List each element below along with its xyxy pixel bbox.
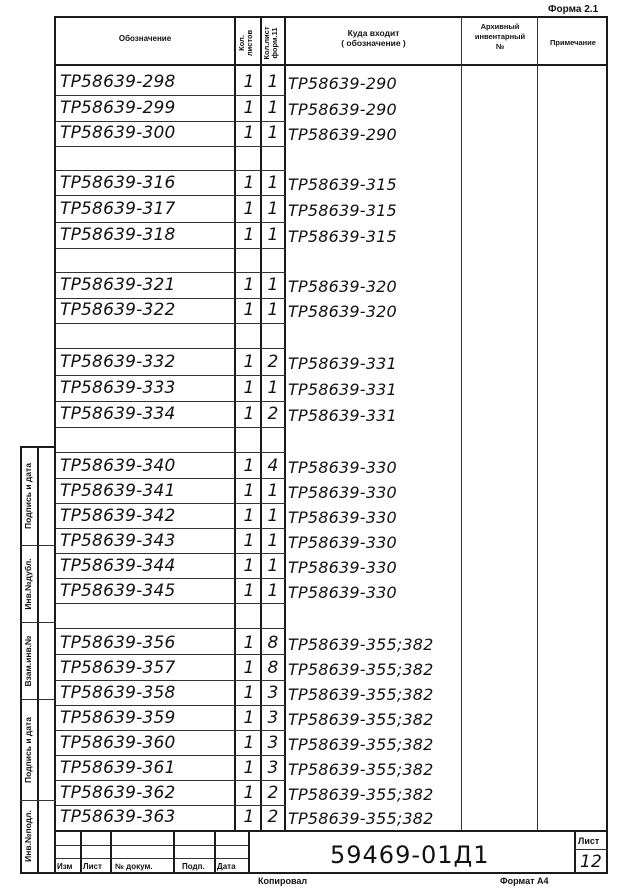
row-qty: 1: [267, 225, 279, 245]
row-line: [56, 348, 286, 349]
tb-col-doc: № докум.: [115, 862, 153, 871]
row-sheets: 1: [243, 783, 255, 803]
row-code: ТР58639-321: [60, 275, 176, 295]
row-destination: ТР58639-315: [288, 227, 397, 246]
row-destination: ТР58639-330: [288, 558, 397, 577]
row-code: ТР58639-356: [60, 633, 176, 653]
row-destination: ТР58639-290: [288, 100, 397, 119]
row-sheets: 1: [243, 683, 255, 703]
row-code: ТР58639-360: [60, 733, 176, 753]
row-line: [56, 528, 286, 529]
row-qty: 2: [267, 807, 279, 827]
header-archive: Архивный инвентарный №: [474, 22, 526, 51]
row-qty: 1: [267, 506, 279, 526]
row-sheets: 1: [243, 531, 255, 551]
row-destination: ТР58639-355;382: [288, 685, 434, 704]
row-sheets: 1: [243, 173, 255, 193]
row-line: [56, 272, 286, 273]
row-sheets: 1: [243, 758, 255, 778]
row-code: ТР58639-340: [60, 456, 176, 476]
row-sheets: 1: [243, 556, 255, 576]
row-destination: ТР58639-331: [288, 354, 397, 373]
row-code: ТР58639-316: [60, 173, 176, 193]
row-sheets: 1: [243, 708, 255, 728]
row-qty: 2: [267, 783, 279, 803]
row-line: [56, 603, 286, 604]
frame-right: [606, 16, 608, 874]
row-destination: ТР58639-330: [288, 458, 397, 477]
row-sheets: 1: [243, 481, 255, 501]
side-label-replace-inv: Взам.инв.№: [23, 635, 33, 687]
row-code: ТР58639-363: [60, 807, 176, 827]
row-qty: 1: [267, 123, 279, 143]
row-line: [56, 95, 286, 96]
tb-divider: [248, 830, 250, 874]
row-line: [56, 654, 286, 655]
row-line: [56, 755, 286, 756]
tb-col-change: Изм: [57, 862, 73, 871]
header-copies-count: Кол.лист форм.11: [262, 26, 279, 60]
row-destination: ТР58639-320: [288, 302, 397, 321]
row-sheets: 1: [243, 506, 255, 526]
row-line: [56, 170, 286, 171]
row-sheets: 1: [243, 98, 255, 118]
row-code: ТР58639-342: [60, 506, 176, 526]
row-qty: 1: [267, 378, 279, 398]
row-qty: 1: [267, 481, 279, 501]
row-line: [56, 730, 286, 731]
row-line: [56, 222, 286, 223]
row-destination: ТР58639-290: [288, 125, 397, 144]
side-label-signature-top: Подпись и дата: [23, 463, 33, 529]
row-qty: 1: [267, 581, 279, 601]
title-block-mid: [54, 845, 248, 846]
row-line: [56, 121, 286, 122]
col-divider-3: [284, 16, 286, 830]
row-code: ТР58639-344: [60, 556, 176, 576]
row-sheets: 1: [243, 404, 255, 424]
row-line: [56, 375, 286, 376]
row-code: ТР58639-332: [60, 352, 176, 372]
row-destination: ТР58639-331: [288, 406, 397, 425]
row-sheets: 1: [243, 658, 255, 678]
row-destination: ТР58639-355;382: [288, 809, 434, 828]
row-destination: ТР58639-355;382: [288, 735, 434, 754]
row-sheets: 1: [243, 300, 255, 320]
tb-col-sign: Подп.: [182, 862, 205, 871]
row-line: [56, 805, 286, 806]
row-line: [56, 248, 286, 249]
row-qty: 1: [267, 72, 279, 92]
row-sheets: 1: [243, 72, 255, 92]
tb-sheet-number: 12: [580, 852, 603, 872]
row-code: ТР58639-298: [60, 72, 176, 92]
side-frame-left: [20, 446, 22, 874]
row-code: ТР58639-357: [60, 658, 176, 678]
row-destination: ТР58639-355;382: [288, 635, 434, 654]
row-destination: ТР58639-355;382: [288, 660, 434, 679]
row-destination: ТР58639-330: [288, 508, 397, 527]
side-label-signature-bottom: Подпись и дата: [23, 717, 33, 783]
col-divider-4: [461, 16, 462, 830]
row-qty: 3: [267, 708, 279, 728]
row-line: [56, 705, 286, 706]
footer-format: Формат А4: [500, 876, 549, 886]
row-line: [56, 195, 286, 196]
row-qty: 8: [267, 658, 279, 678]
row-destination: ТР58639-331: [288, 380, 397, 399]
row-qty: 3: [267, 733, 279, 753]
row-destination: ТР58639-355;382: [288, 760, 434, 779]
row-code: ТР58639-345: [60, 581, 176, 601]
row-code: ТР58639-362: [60, 783, 176, 803]
row-sheets: 1: [243, 225, 255, 245]
row-line: [56, 780, 286, 781]
row-line: [56, 298, 286, 299]
row-code: ТР58639-333: [60, 378, 176, 398]
row-qty: 3: [267, 683, 279, 703]
tb-sheet-divider: [574, 849, 608, 850]
row-destination: ТР58639-355;382: [288, 710, 434, 729]
row-code: ТР58639-361: [60, 758, 176, 778]
row-sheets: 1: [243, 581, 255, 601]
col-divider-5: [537, 16, 538, 830]
row-sheets: 1: [243, 275, 255, 295]
row-code: ТР58639-334: [60, 404, 176, 424]
tb-col-sheet: Лист: [83, 862, 102, 871]
row-destination: ТР58639-330: [288, 583, 397, 602]
form-label: Форма 2.1: [548, 4, 599, 15]
tb-sheet-label: Лист: [578, 836, 600, 846]
header-notes: Примечание: [550, 38, 596, 47]
row-line: [56, 478, 286, 479]
header-designation: Обозначение: [118, 34, 172, 43]
row-code: ТР58639-300: [60, 123, 176, 143]
row-qty: 1: [267, 531, 279, 551]
row-destination: ТР58639-330: [288, 483, 397, 502]
row-code: ТР58639-299: [60, 98, 176, 118]
row-sheets: 1: [243, 123, 255, 143]
row-code: ТР58639-322: [60, 300, 176, 320]
row-destination: ТР58639-330: [288, 533, 397, 552]
row-destination: ТР58639-315: [288, 175, 397, 194]
row-line: [56, 452, 286, 453]
tb-divider: [80, 830, 82, 874]
row-sheets: 1: [243, 633, 255, 653]
row-line: [56, 628, 286, 629]
row-qty: 2: [267, 404, 279, 424]
document-number: 59469-01Д1: [330, 841, 490, 869]
tb-divider: [110, 830, 112, 874]
row-sheets: 1: [243, 733, 255, 753]
side-frame-right: [37, 446, 39, 874]
frame-bottom: [54, 872, 608, 874]
row-code: ТР58639-318: [60, 225, 176, 245]
row-qty: 2: [267, 352, 279, 372]
row-code: ТР58639-317: [60, 199, 176, 219]
row-qty: 1: [267, 98, 279, 118]
row-line: [56, 427, 286, 428]
title-block-top: [54, 830, 608, 832]
row-qty: 1: [267, 300, 279, 320]
row-destination: ТР58639-320: [288, 277, 397, 296]
row-sheets: 1: [243, 807, 255, 827]
tb-col-date: Дата: [217, 862, 236, 871]
row-line: [56, 578, 286, 579]
tb-divider: [173, 830, 175, 874]
row-code: ТР58639-358: [60, 683, 176, 703]
row-destination: ТР58639-315: [288, 201, 397, 220]
footer-copied: Копировал: [258, 876, 308, 886]
row-line: [56, 401, 286, 402]
row-destination: ТР58639-290: [288, 74, 397, 93]
row-qty: 1: [267, 199, 279, 219]
header-sheets-count: Кол. листов: [237, 29, 254, 57]
row-line: [56, 503, 286, 504]
tb-divider: [574, 830, 576, 874]
row-qty: 1: [267, 173, 279, 193]
tb-divider: [214, 830, 216, 874]
header-destination: Куда входит ( обозначение ): [341, 28, 406, 48]
row-qty: 4: [267, 456, 279, 476]
row-code: ТР58639-359: [60, 708, 176, 728]
row-line: [56, 553, 286, 554]
row-line: [56, 323, 286, 324]
row-qty: 8: [267, 633, 279, 653]
side-label-inv-orig: Инв.№подл.: [23, 810, 33, 862]
row-qty: 1: [267, 556, 279, 576]
frame-left: [54, 16, 56, 874]
row-code: ТР58639-343: [60, 531, 176, 551]
row-sheets: 1: [243, 378, 255, 398]
row-line: [56, 680, 286, 681]
row-code: ТР58639-341: [60, 481, 176, 501]
side-label-inv-dup: Инв.№дубл.: [23, 558, 33, 610]
row-line: [56, 146, 286, 147]
row-qty: 1: [267, 275, 279, 295]
row-sheets: 1: [243, 352, 255, 372]
frame-top: [54, 16, 608, 18]
title-block-mid: [54, 858, 248, 859]
row-destination: ТР58639-355;382: [288, 785, 434, 804]
row-sheets: 1: [243, 456, 255, 476]
row-qty: 3: [267, 758, 279, 778]
header-divider: [54, 64, 608, 66]
row-sheets: 1: [243, 199, 255, 219]
